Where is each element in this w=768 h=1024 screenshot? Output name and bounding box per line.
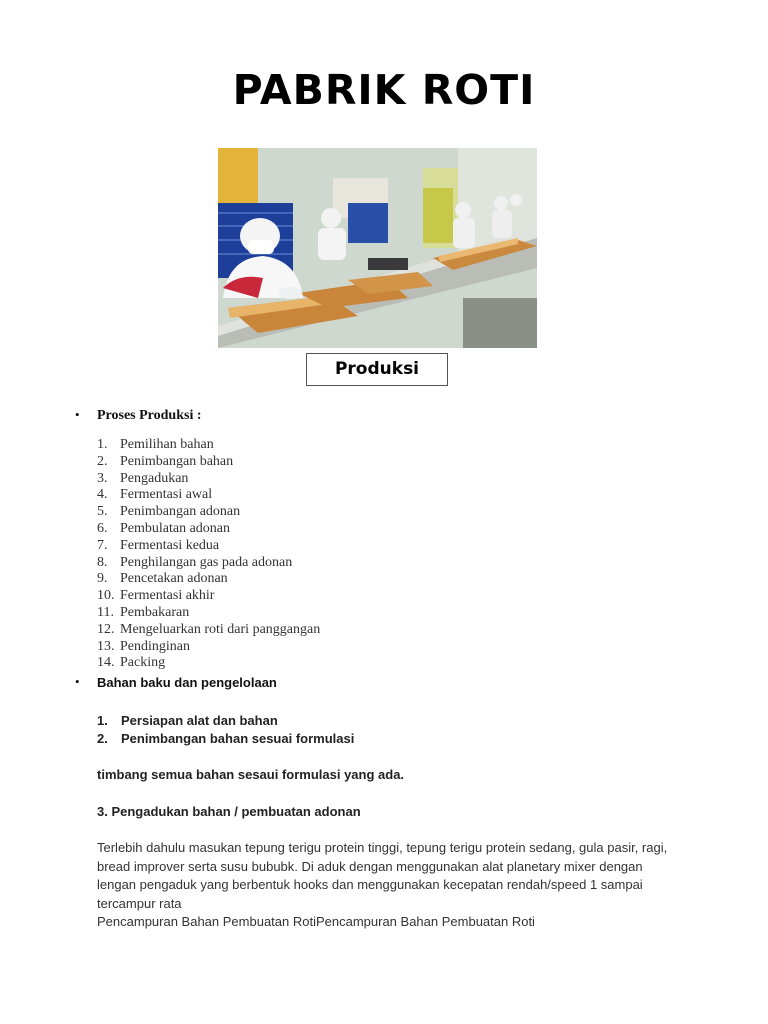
- list-item: 13. Pendinginan: [97, 638, 190, 654]
- page-title: PABRIK ROTI: [232, 66, 536, 114]
- list-item: 7. Fermentasi kedua: [97, 537, 220, 553]
- list-item: 10. Fermentasi akhir: [97, 588, 215, 604]
- paragraph-line: Pencampuran Bahan Pembuatan RotiPencampuran Bahan Pembuatan Roti: [97, 914, 535, 930]
- bullet-icon: •: [75, 407, 80, 422]
- list-item: 8. Penghilangan gas pada adonan: [97, 554, 293, 570]
- list-item: 1. Pemilihan bahan: [97, 437, 214, 452]
- photo-caption: Produksi: [306, 353, 448, 386]
- bullet-icon: •: [75, 674, 80, 689]
- section-heading-proses: Proses Produksi :: [97, 408, 202, 423]
- section-heading-bahan: Bahan baku dan pengelolaan: [97, 675, 277, 690]
- factory-photo: [218, 148, 537, 348]
- preparation-steps-list: [97, 712, 354, 748]
- weighing-note: timbang semua bahan sesaui formulasi yang ada.: [97, 767, 405, 782]
- mixing-paragraph: [97, 839, 707, 932]
- list-item: 4. Fermentasi awal: [97, 487, 213, 503]
- list-item: 1. Persiapan alat dan bahan: [97, 713, 278, 728]
- list-item: 12. Mengeluarkan roti dari panggangan: [97, 621, 321, 637]
- list-item: 6. Pembulatan adonan: [97, 520, 231, 536]
- paragraph-line: Terlebih dahulu masukan tepung terigu protein tinggi, tepung terigu protein sedang, gula pasir, ragi,: [97, 840, 668, 855]
- list-item: 2. Penimbangan bahan: [97, 453, 234, 469]
- mixing-subheading: 3. Pengadukan bahan / pembuatan adonan: [97, 804, 361, 819]
- paragraph-line: bread improver serta susu bububk. Di aduk dengan menggunakan alat planetary mixer dengan: [97, 858, 643, 874]
- list-item: 5. Penimbangan adonan: [97, 504, 241, 520]
- paragraph-line: lengan pengaduk yang berbentuk hooks dan menggunakan kecepatan rendah/speed 1 sampai: [97, 877, 643, 893]
- list-item: 3. Pengadukan: [97, 470, 189, 486]
- list-item: 11. Pembakaran: [97, 604, 190, 620]
- list-item: 2. Penimbangan bahan sesuai formulasi: [97, 731, 355, 746]
- list-item: 14. Packing: [97, 655, 166, 671]
- list-item: 9. Pencetakan adonan: [97, 571, 228, 587]
- paragraph-line: tercampur rata: [97, 895, 182, 911]
- process-steps-list: [97, 437, 320, 672]
